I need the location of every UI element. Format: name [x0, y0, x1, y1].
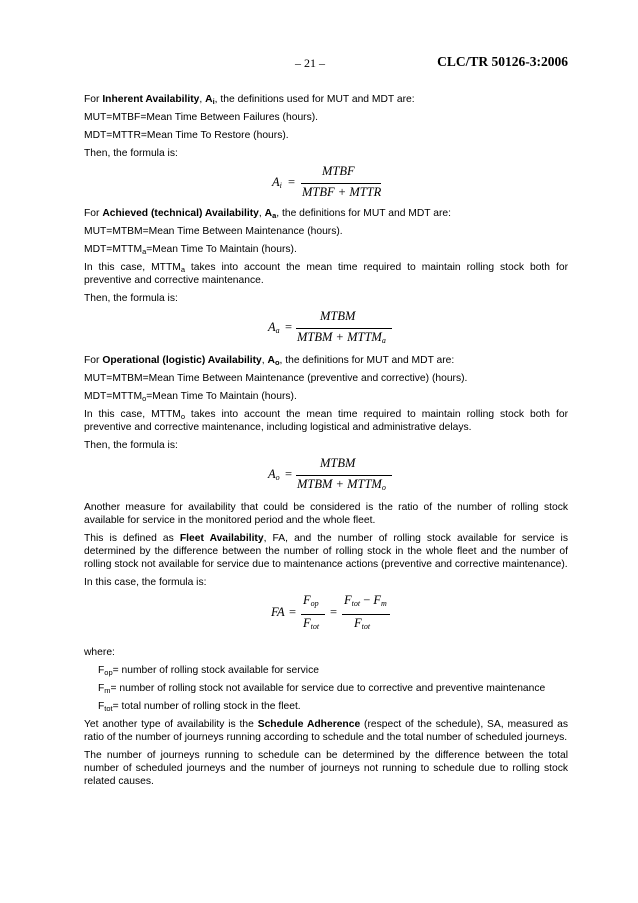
document-reference: CLC/TR 50126-3:2006: [437, 54, 568, 69]
operational-term: Operational (logistic) Availability: [102, 355, 262, 366]
operational-numerator: MTBM: [320, 456, 356, 470]
fleet-case: In this case, the formula is:: [84, 577, 207, 588]
fleet-item-op: $F_{op}=$ number of rolling stock available for service: [98, 665, 319, 677]
operational-formula: $A_o$ = MTBM MTBM + $MTTM_o$: [84, 457, 568, 495]
inherent-denominator: MTBF + MTTR: [302, 185, 382, 199]
inherent-formula: $A_i$ = MTBF MTBF + MTTR: [272, 164, 382, 199]
page-number: – 21 –: [295, 56, 325, 70]
schedule-determination: The number of journeys running to schedule can be determined by the difference between the total number of scheduled journeys and the number of journeys not running to schedule due to rolling stock related causes.: [84, 750, 568, 787]
operational-case: In this case, $MTTM_o$ takes into account the mean time required to maintain rolling stock both for preventive and corrective maintenance, including logistical and administrative delays.: [84, 409, 568, 433]
inherent-intro: For Inherent Availability, $A_i$, the definitions used for MUT and MDT are:: [84, 94, 415, 106]
operational-mut: MUT=MTBM=Mean Time Between Maintenance (preventive and corrective) (hours).: [84, 373, 468, 384]
operational-mdt: $MDT=MTTM_o=Mean$ Time To Maintain (hours).: [84, 391, 297, 403]
achieved-denominator: MTBM + $MTTM_a$: [297, 330, 386, 345]
operational-denominator: MTBM + $MTTM_o$: [297, 477, 386, 492]
achieved-intro: For Achieved (technical) Availability, $A_a$, the definitions for MUT and MDT are:: [84, 208, 452, 220]
document-body: [84, 93, 568, 793]
fleet-measure: Another measure for availability that could be considered is the ratio of the number of rolling stock available for service in the monitored period and the whole fleet.: [84, 502, 568, 526]
achieved-then: Then, the formula is:: [84, 293, 178, 304]
fleet-term: Fleet Availability: [179, 533, 264, 544]
operational-intro: For Operational (logistic) Availability, $A_o$, the definitions for MUT and MDT are:: [84, 355, 455, 367]
fleet-definition: This is defined as Fleet Availability, FA, and the number of rolling stock available for service is determined by the difference between the number of rolling stock in the whole fleet and the number of rolling stock not available for service due to maintenance actions (preventive and corrective maintenance).: [84, 533, 568, 570]
inherent-mdt: MDT=MTTR=Mean Time To Restore (hours).: [84, 130, 289, 141]
fleet-item-tot: $F_{tot}=$ total number of rolling stock in the fleet.: [98, 701, 301, 713]
fleet-formula: FA = $F_{op}$ $F_{tot}$ = $F_{tot} - F_m$ $F_{tot}$: [84, 594, 568, 636]
achieved-numerator: MTBM: [320, 309, 356, 323]
achieved-case: In this case, $MTTM_a$ takes into account the mean time required to maintain rolling stock both for preventive and corrective maintenance.: [84, 262, 568, 286]
inherent-mut: MUT=MTBF=Mean Time Between Failures (hours).: [84, 112, 319, 123]
inherent-then: Then, the formula is:: [84, 148, 178, 159]
inherent-numerator: MTBF: [322, 164, 355, 178]
operational-then: Then, the formula is:: [84, 440, 178, 451]
achieved-mdt: $MDT=MTTM_a=Mean$ Time To Maintain (hours).: [84, 244, 297, 256]
schedule-definition: Yet another type of availability is the Schedule Adherence (respect of the schedule), SA, measured as ratio of the number of journeys running according to schedule and the total number of scheduled journeys.: [84, 719, 568, 743]
achieved-term: Achieved (technical) Availability: [102, 208, 259, 219]
achieved-formula: $A_a$ = MTBM MTBM + $MTTM_a$: [84, 310, 568, 348]
fleet-item-m: $F_m=$ number of rolling stock not available for service due to corrective and preventive maintenance: [98, 683, 546, 695]
schedule-term: Schedule Adherence: [257, 719, 361, 730]
achieved-mut: MUT=MTBM=Mean Time Between Maintenance (hours).: [84, 226, 343, 237]
fleet-where: where:: [84, 647, 115, 658]
inherent-term: Inherent Availability: [102, 94, 200, 105]
